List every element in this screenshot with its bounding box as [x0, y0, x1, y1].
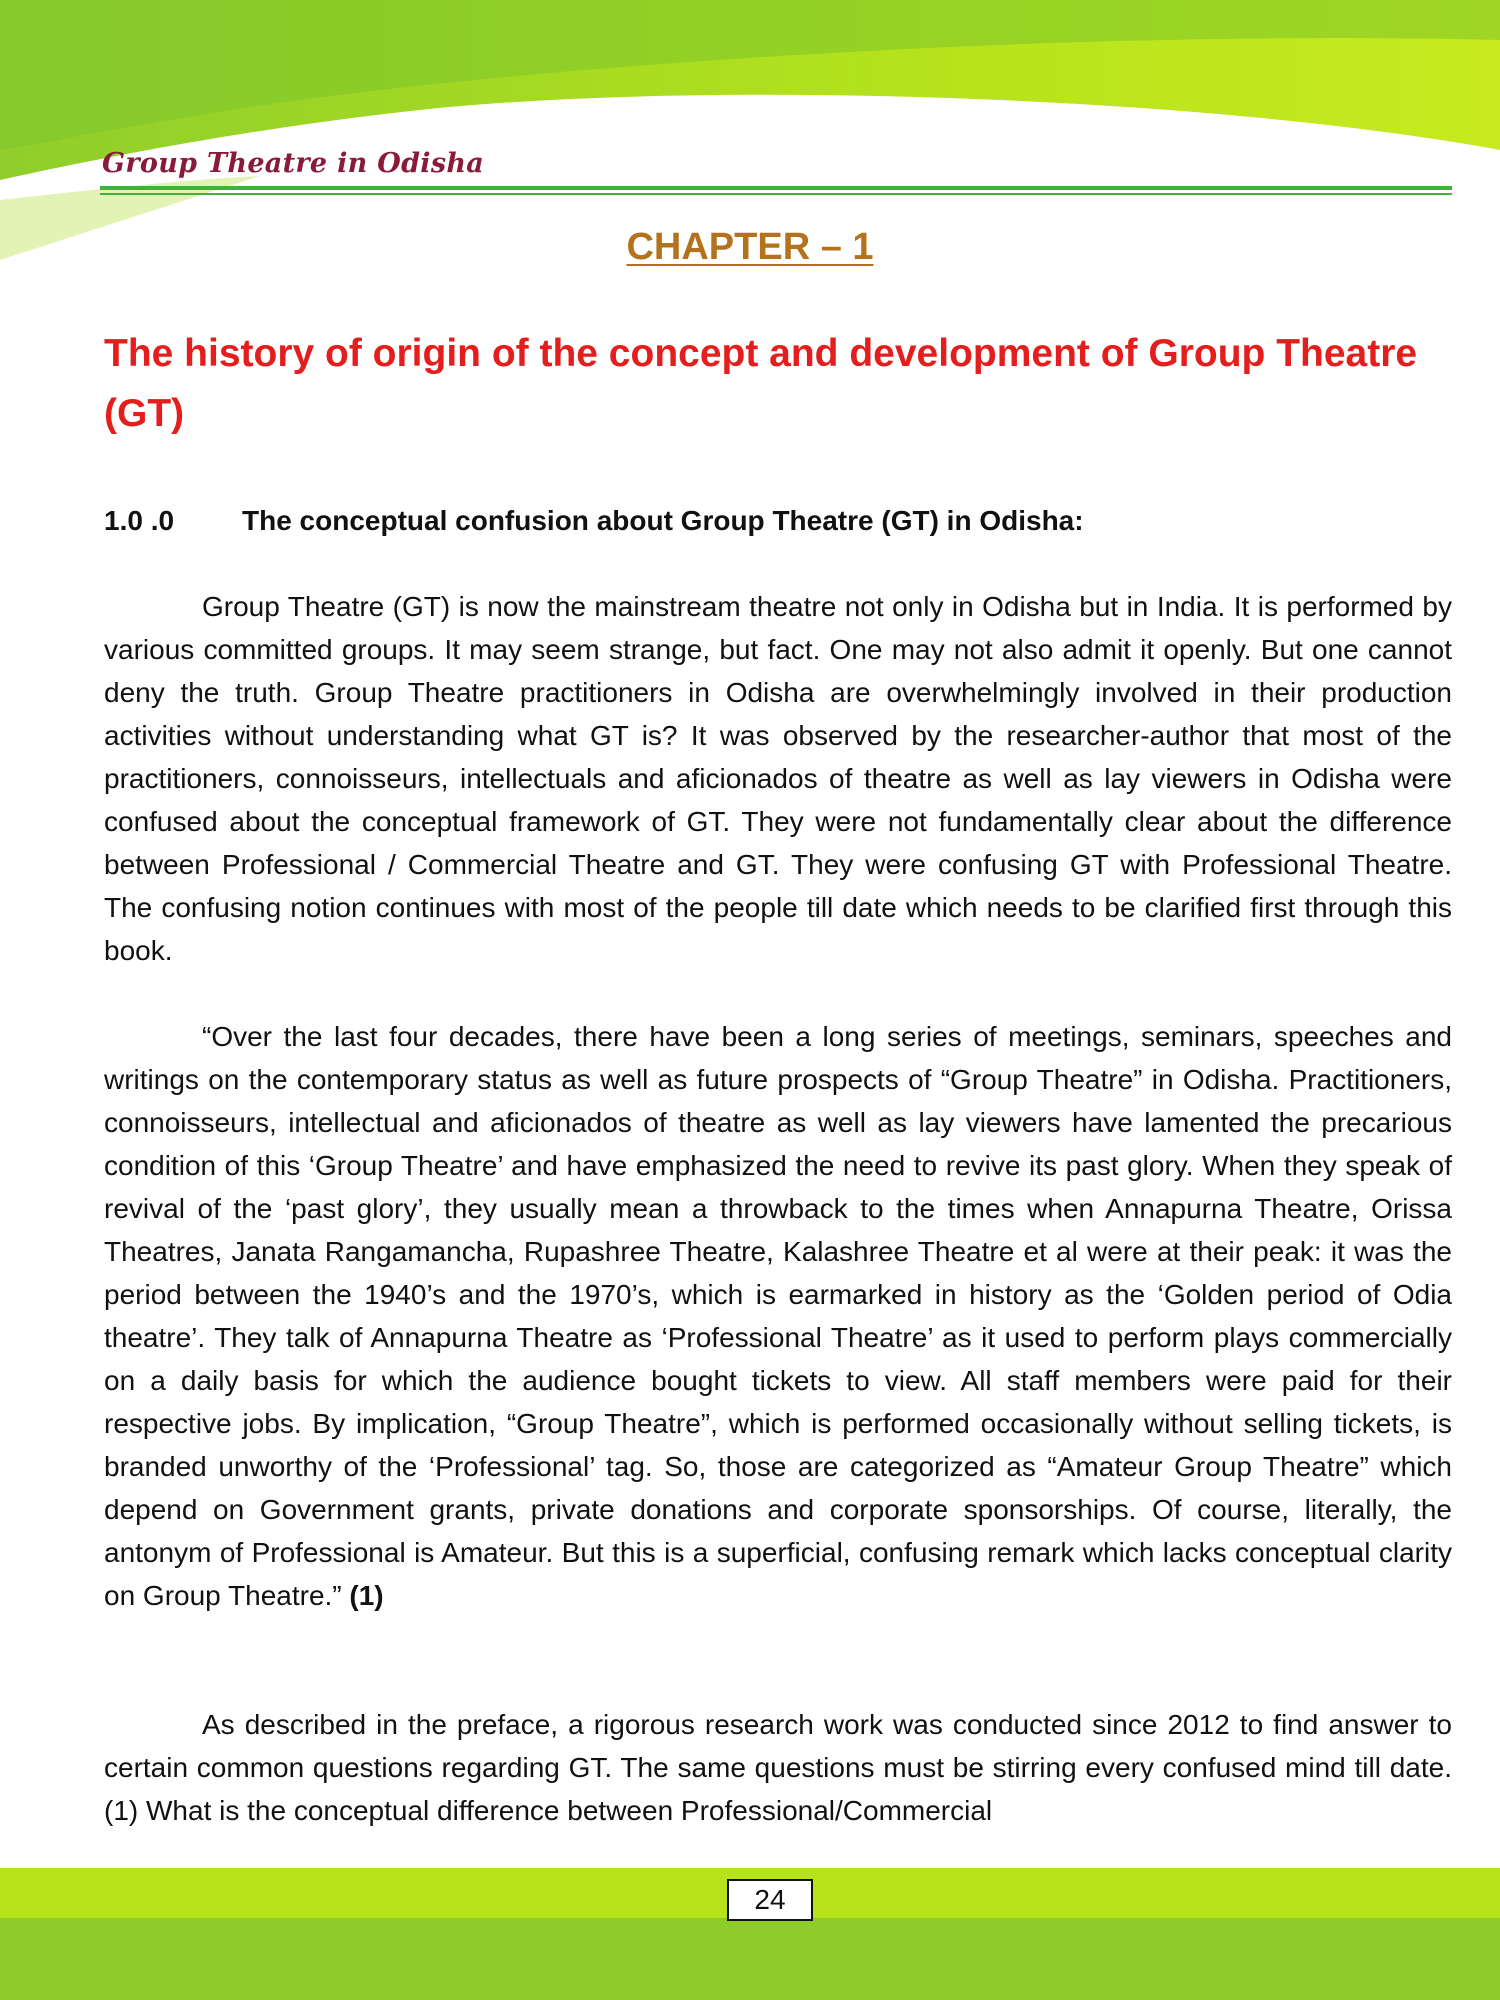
citation-mark: (1)	[349, 1580, 384, 1611]
paragraph-1: Group Theatre (GT) is now the mainstream theatre not only in Odisha but in India. It is performed by various committed groups. It may seem strange, but fact. One may not also admit it openly. But one cannot deny the truth. Group Theatre practitioners in Odisha are overwhelmingly involved in their production activities without understanding what GT is? It was observed by the researcher-author that most of the practitioners, connoisseurs, intellectuals and aficionados of theatre as well as lay viewers in Odisha were confused about the conceptual framework of GT. They were not fundamentally clear about the difference between Professional / Commercial Theatre and GT. They were confusing GT with Professional Theatre. The confusing notion continues with most of the people till date which needs to be clarified first through this book.	[104, 591, 1452, 966]
chapter-title: The history of origin of the concept and development of Group Theatre (GT)	[104, 332, 1418, 435]
footer-band-dark	[0, 1918, 1500, 2000]
header-rule-thin	[100, 193, 1452, 195]
section-number: 1.0 .0	[104, 505, 175, 536]
paragraph-2-text: “Over the last four decades, there have been a long series of meetings, seminars, speeches and writings on the contemporary status as well as future prospects of “Group Theatre” in Odisha. Practitioners, connoisseurs, intellectual and aficionados of theatre as well as lay viewers have lamented the precarious condition of this ‘Group Theatre’ and have emphasized the need to revive its past glory. When they speak of revival of the ‘past glory’, they usually mean a throwback to the times when Annapurna Theatre, Orissa Theatres, Janata Rangamancha, Rupashree Theatre, Kalashree Theatre et al were at their peak: it was the period between the 1940’s and the 1970’s, which is earmarked in history as the ‘Golden period of Odia theatre’. They talk of Annapurna Theatre as ‘Professional Theatre’ as it used to perform plays commercially on a daily basis for which the audience bought tickets to view. All staff members were paid for their respective jobs. By implication, “Group Theatre”, which is performed occasionally without selling tickets, is branded unworthy of the ‘Professional’ tag. So, those are categorized as “Amateur Group Theatre” which depend on Government grants, private donations and corporate sponsorships. Of course, literally, the antonym of Professional is Amateur. But this is a superficial, confusing remark which lacks conceptual clarity on Group Theatre.”	[104, 1021, 1452, 1611]
chapter-label: CHAPTER – 1	[626, 226, 874, 268]
running-header-title: Group Theatre in Odisha	[102, 148, 485, 179]
paragraph-3: As described in the preface, a rigorous research work was conducted since 2012 to find answer to certain common questions regarding GT. The same questions must be stirring every confused mind till date. (1) What is the conceptual difference between Professional/Commercial	[104, 1709, 1452, 1826]
section-heading	[104, 505, 1452, 537]
section-heading-text: The conceptual confusion about Group Theatre (GT) in Odisha:	[242, 505, 1084, 536]
page-number: 24	[727, 1879, 813, 1921]
paragraph-2	[104, 1015, 1452, 1617]
header-rule-thick	[100, 186, 1452, 190]
